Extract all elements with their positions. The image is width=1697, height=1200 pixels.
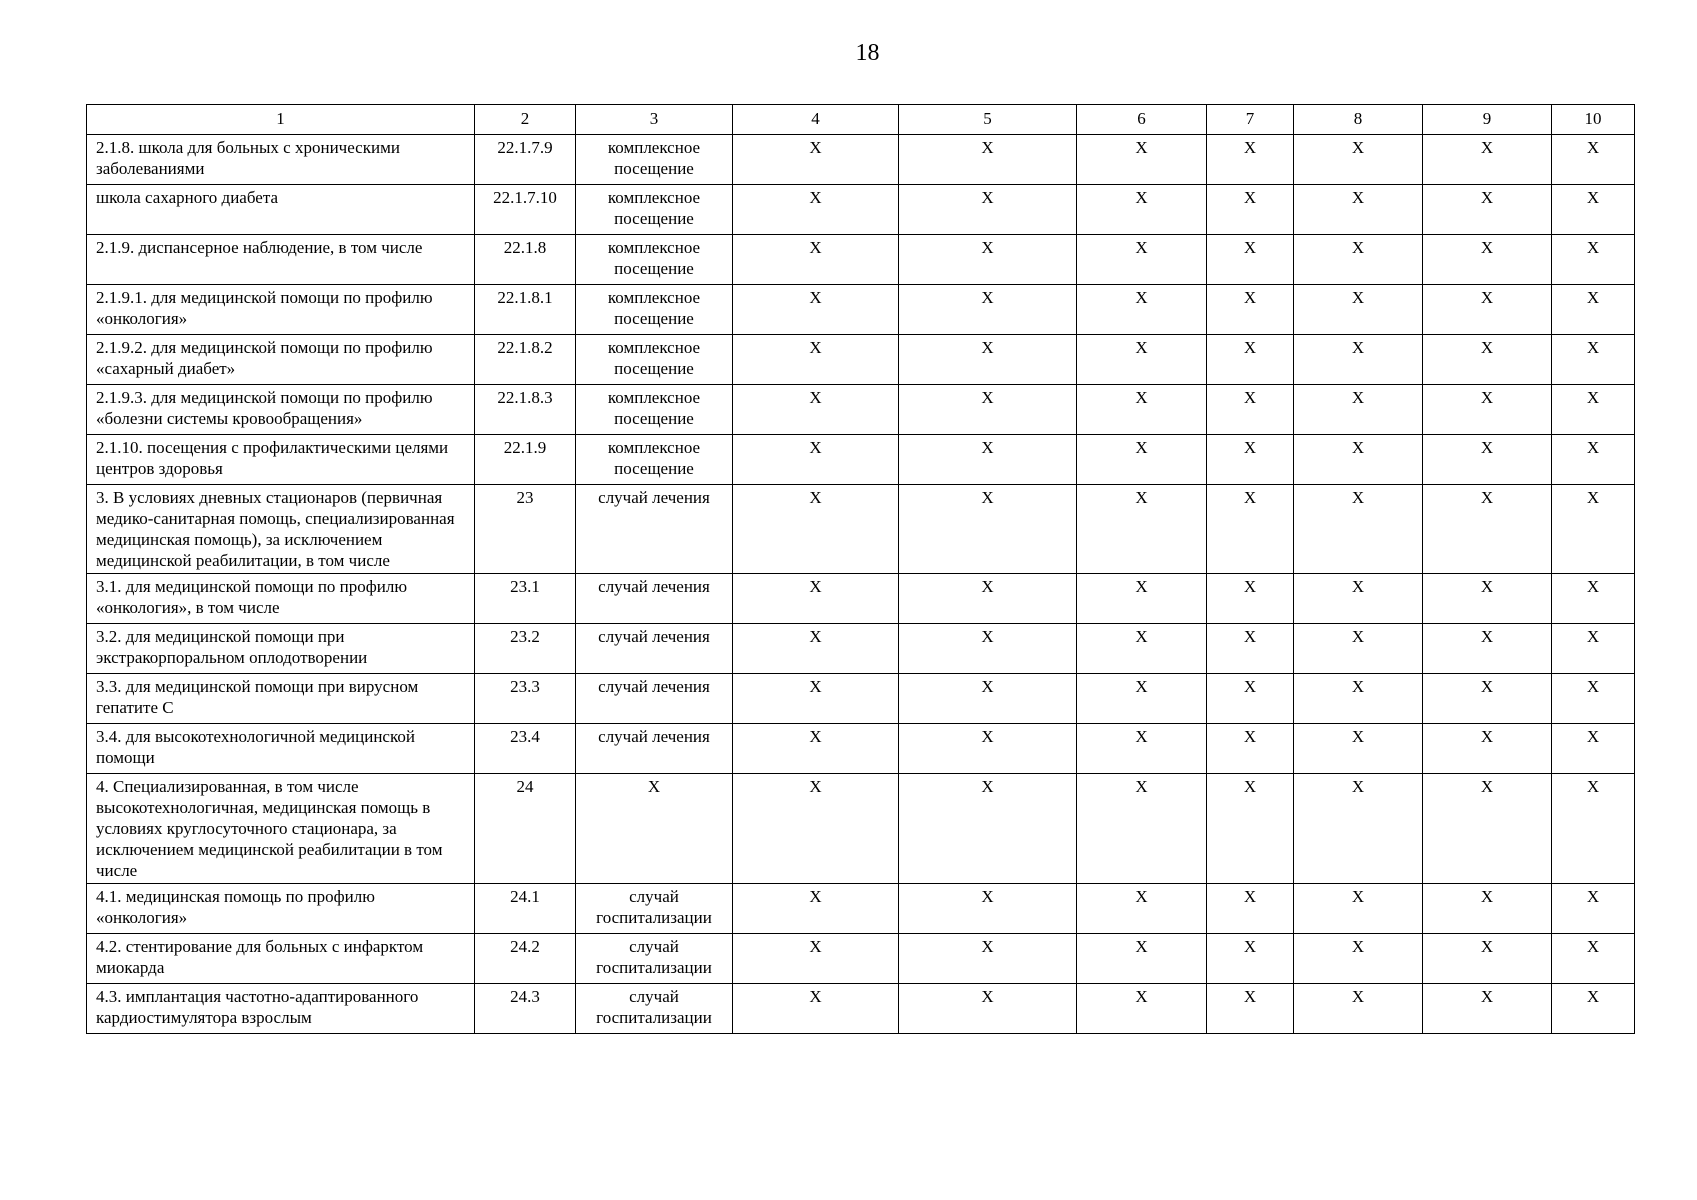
table-cell: Х [1423,934,1552,984]
row-label-cell: 2.1.9. диспансерное наблюдение, в том числе [87,235,475,285]
table-cell: Х [899,934,1077,984]
table-cell: Х [733,774,899,884]
table-row [87,285,1635,335]
table-cell: Х [1423,385,1552,435]
table-cell: 22.1.8.1 [475,285,576,335]
row-label-cell: школа сахарного диабета [87,185,475,235]
table-cell: Х [899,485,1077,574]
table-cell: Х [1077,934,1207,984]
page-number: 18 [855,40,880,66]
table-cell: Х [1207,485,1294,574]
table-cell: Х [1294,235,1423,285]
table-cell: Х [1207,934,1294,984]
table-cell: комплексное посещение [576,335,733,385]
table-cell: Х [1294,934,1423,984]
row-label-cell: 4.1. медицинская помощь по профилю «онкология» [87,884,475,934]
table-cell: Х [1294,984,1423,1034]
table-cell: Х [1077,774,1207,884]
table-cell: Х [1423,335,1552,385]
table-row [87,674,1635,724]
table-cell: Х [1294,435,1423,485]
table-cell: Х [733,235,899,285]
table-cell: Х [1294,674,1423,724]
table-row [87,185,1635,235]
header-row [87,105,1635,135]
table-cell: Х [1077,135,1207,185]
table-cell: Х [1552,385,1635,435]
table-cell: Х [1552,984,1635,1034]
table-body [87,135,1635,1034]
table-cell: Х [1294,185,1423,235]
table-row [87,235,1635,285]
table-cell: Х [1552,485,1635,574]
table-cell: Х [1294,574,1423,624]
table-cell: Х [899,724,1077,774]
table-cell: Х [733,135,899,185]
table-cell: 22.1.7.10 [475,185,576,235]
table-cell: Х [899,135,1077,185]
table-row [87,884,1635,934]
table-cell: 24.1 [475,884,576,934]
table-cell: Х [1207,285,1294,335]
table-cell: Х [1207,235,1294,285]
table-cell: Х [1552,774,1635,884]
table-cell: 23 [475,485,576,574]
row-label-cell: 3.4. для высокотехнологичной медицинской помощи [87,724,475,774]
table-cell: Х [1207,884,1294,934]
table-row [87,385,1635,435]
table-cell: Х [1423,485,1552,574]
row-label-cell: 4. Специализированная, в том числе высокотехнологичная, медицинская помощь в условиях круглосуточного стационара, за исключением медицинской реабилитации в том числе [87,774,475,884]
table-row [87,984,1635,1034]
column-header-10: 10 [1552,105,1635,135]
column-header-9: 9 [1423,105,1552,135]
column-header-8: 8 [1294,105,1423,135]
table-cell: Х [899,185,1077,235]
table-cell: 22.1.7.9 [475,135,576,185]
row-label-cell: 3.1. для медицинской помощи по профилю «онкология», в том числе [87,574,475,624]
table-cell: комплексное посещение [576,135,733,185]
table-cell: Х [733,984,899,1034]
row-label-cell: 4.2. стентирование для больных с инфарктом миокарда [87,934,475,984]
table-cell: Х [1077,485,1207,574]
table-cell: Х [1294,624,1423,674]
table-cell: Х [899,435,1077,485]
table-cell: Х [1077,385,1207,435]
table-cell: Х [1294,884,1423,934]
table-cell: комплексное посещение [576,385,733,435]
table-cell: Х [1077,285,1207,335]
table-cell: Х [1552,435,1635,485]
table-cell: комплексное посещение [576,285,733,335]
table-cell: Х [1423,135,1552,185]
table-cell: 24 [475,774,576,884]
table-cell: Х [733,624,899,674]
table-cell: Х [1207,624,1294,674]
table-cell: Х [1552,135,1635,185]
data-table [86,104,1635,1034]
table-row [87,624,1635,674]
table-cell: Х [1423,235,1552,285]
table-cell: Х [576,774,733,884]
table-cell: Х [1207,774,1294,884]
table-cell: случай госпитализации [576,984,733,1034]
table-cell: Х [1294,724,1423,774]
column-header-5: 5 [899,105,1077,135]
table-row [87,435,1635,485]
row-label-cell: 2.1.9.2. для медицинской помощи по профилю «сахарный диабет» [87,335,475,385]
table-cell: Х [1423,724,1552,774]
table-header [87,105,1635,135]
table-cell: Х [899,235,1077,285]
table-cell: случай лечения [576,574,733,624]
table-cell: 22.1.8 [475,235,576,285]
table-cell: случай лечения [576,674,733,724]
table-cell: Х [1207,674,1294,724]
table-cell: Х [1207,335,1294,385]
row-label-cell: 3.3. для медицинской помощи при вирусном гепатите С [87,674,475,724]
table-cell: 24.3 [475,984,576,1034]
table-cell: Х [733,185,899,235]
table-cell: 23.3 [475,674,576,724]
table-cell: Х [1207,385,1294,435]
table-cell: Х [899,774,1077,884]
table-cell: Х [1423,674,1552,724]
column-header-1: 1 [87,105,475,135]
column-header-7: 7 [1207,105,1294,135]
table-row [87,135,1635,185]
table-cell: Х [1552,285,1635,335]
table-cell: Х [899,574,1077,624]
table-row [87,335,1635,385]
table-cell: Х [1077,335,1207,385]
table-cell: Х [1077,674,1207,724]
table-cell: Х [1552,335,1635,385]
table-cell: Х [1207,724,1294,774]
table-cell: Х [899,624,1077,674]
table-row [87,774,1635,884]
row-label-cell: 2.1.9.3. для медицинской помощи по профилю «болезни системы кровообращения» [87,385,475,435]
table-cell: Х [899,385,1077,435]
table-cell: случай лечения [576,485,733,574]
row-label-cell: 3.2. для медицинской помощи при экстракорпоральном оплодотворении [87,624,475,674]
table-cell: Х [733,335,899,385]
table-row [87,485,1635,574]
table-cell: Х [1294,285,1423,335]
table-cell: Х [899,984,1077,1034]
table-cell: Х [1552,674,1635,724]
table-cell: Х [1077,185,1207,235]
table-cell: Х [899,674,1077,724]
table-cell: Х [1423,624,1552,674]
table-cell: Х [1207,574,1294,624]
table-cell: Х [1552,574,1635,624]
table-cell: Х [1077,624,1207,674]
table-cell: Х [1294,335,1423,385]
table-cell: Х [1552,235,1635,285]
table-cell: Х [733,485,899,574]
table-cell: комплексное посещение [576,235,733,285]
table-cell: Х [1552,884,1635,934]
table-cell: Х [1423,774,1552,884]
table-cell: Х [1552,624,1635,674]
table-cell: комплексное посещение [576,435,733,485]
table-cell: Х [1077,984,1207,1034]
table-cell: Х [1077,574,1207,624]
table-cell: Х [1294,774,1423,884]
table-cell: 23.2 [475,624,576,674]
table-cell: Х [1423,285,1552,335]
table-cell: Х [1423,435,1552,485]
table-cell: Х [1207,435,1294,485]
column-header-6: 6 [1077,105,1207,135]
table-cell: Х [1294,385,1423,435]
column-header-3: 3 [576,105,733,135]
table-cell: Х [899,884,1077,934]
table-cell: Х [733,385,899,435]
table-cell: Х [733,934,899,984]
table-cell: Х [1294,485,1423,574]
table-cell: Х [899,285,1077,335]
column-header-4: 4 [733,105,899,135]
column-header-2: 2 [475,105,576,135]
table-cell: Х [899,335,1077,385]
table-cell: Х [1552,934,1635,984]
table-cell: 24.2 [475,934,576,984]
table-cell: Х [1552,185,1635,235]
table-cell: Х [1077,235,1207,285]
table-cell: 22.1.8.3 [475,385,576,435]
table-cell: Х [733,724,899,774]
table-cell: 23.1 [475,574,576,624]
table-cell: Х [733,674,899,724]
table-cell: случай госпитализации [576,934,733,984]
table-cell: Х [733,884,899,934]
table-cell: Х [1207,984,1294,1034]
row-label-cell: 2.1.10. посещения с профилактическими целями центров здоровья [87,435,475,485]
table-cell: Х [1423,574,1552,624]
table-cell: Х [1077,724,1207,774]
table-cell: 22.1.9 [475,435,576,485]
table-cell: Х [1294,135,1423,185]
table-cell: Х [1077,884,1207,934]
row-label-cell: 2.1.9.1. для медицинской помощи по профилю «онкология» [87,285,475,335]
table-cell: Х [733,285,899,335]
table-cell: 22.1.8.2 [475,335,576,385]
table-cell: случай лечения [576,624,733,674]
table-cell: Х [1423,984,1552,1034]
table-cell: Х [1077,435,1207,485]
table-cell: случай госпитализации [576,884,733,934]
row-label-cell: 3. В условиях дневных стационаров (первичная медико-санитарная помощь, специализированная медицинская помощь), за исключением медицинской реабилитации, в том числе [87,485,475,574]
table-cell: Х [733,574,899,624]
table-cell: Х [1207,135,1294,185]
table-cell: комплексное посещение [576,185,733,235]
table-cell: Х [1423,884,1552,934]
table-cell: Х [733,435,899,485]
table-cell: 23.4 [475,724,576,774]
row-label-cell: 2.1.8. школа для больных с хроническими заболеваниями [87,135,475,185]
table-cell: Х [1552,724,1635,774]
row-label-cell: 4.3. имплантация частотно-адаптированного кардиостимулятора взрослым [87,984,475,1034]
table-cell: Х [1423,185,1552,235]
table-cell: Х [1207,185,1294,235]
table-row [87,934,1635,984]
table-cell: случай лечения [576,724,733,774]
table-row [87,724,1635,774]
table-row [87,574,1635,624]
